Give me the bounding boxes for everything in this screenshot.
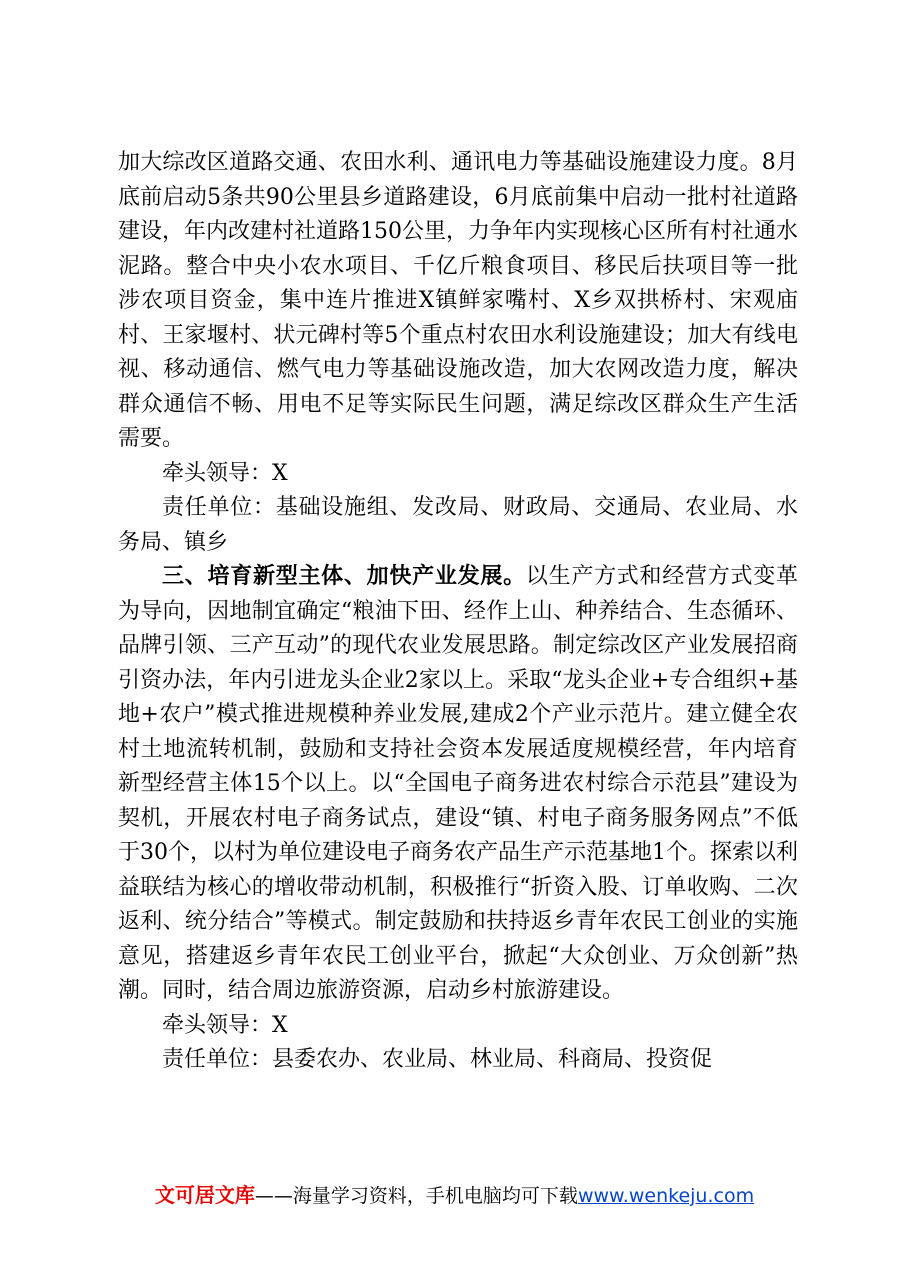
footer-brand: 文可居文库 <box>154 1183 255 1207</box>
section-heading: 三、培育新型主体、加快产业发展。 <box>162 564 526 589</box>
lead-leader-2: 牵头领导：X <box>162 1012 288 1038</box>
responsible-units-1: 责任单位：基础设施组、发改局、财政局、交通局、农业局、水务局、镇乡 <box>118 495 798 555</box>
footer-slogan: 海量学习资料，手机电脑均可下载 <box>292 1185 578 1207</box>
footer-banner <box>0 1180 909 1211</box>
paragraph-industry-body: 以生产方式和经营方式变革为导向，因地制宜确定“粮油下田、经作上山、种养结合、生态循环、品牌引领、三产互动”的现代农业发展思路。制定综改区产业发展招商引资办法，年内引进龙头企业2家以上。采取“龙头企业+专合组织+基地+农户”模式推进规模种养业发展,建成2个产业示范片。建立健全农村土地流转机制，鼓励和支持社会资本发展适度规模经营，年内培育新型经营主体15个以上。以“全国电子商务进农村综合示范县”建设为契机，开展农村电子商务试点，建设“镇、村电子商务服务网点”不低于30个，以村为单位建设电子商务农产品生产示范基地1个。探索以利益联结为核心的增收带动机制，积极推行“折资入股、订单收购、二次返利、统分结合”等模式。制定鼓励和扶持返乡青年农民工创业的实施意见，搭建返乡青年农民工创业平台，掀起“大众创业、万众创新”热潮。同时，结合周边旅游资源，启动乡村旅游建设。 <box>118 564 798 1003</box>
footer-dash: —— <box>254 1185 293 1207</box>
document-body <box>118 146 798 1078</box>
footer-url-link[interactable]: www.wenkeju.com <box>577 1185 755 1207</box>
paragraph-industry <box>118 560 798 1009</box>
paragraph-infrastructure: 加大综改区道路交通、农田水利、通讯电力等基础设施建设力度。8月底前启动5条共90公里县乡道路建设，6月底前集中启动一批村社道路建设，年内改建村社道路150公里，力争年内实现核心区所有村社通水泥路。整合中央小农水项目、千亿斤粮食项目、移民后扶项目等一批涉农项目资金，集中连片推进X镇鲜家嘴村、X乡双拱桥村、宋观庙村、王家堰村、状元碑村等5个重点村农田水利设施建设；加大有线电视、移动通信、燃气电力等基础设施改造，加大农网改造力度，解决群众通信不畅、用电不足等实际民生问题，满足综改区群众生产生活需要。 <box>118 150 798 451</box>
responsible-units-2: 责任单位：县委农办、农业局、林业局、科商局、投资促 <box>162 1047 713 1072</box>
lead-leader-1: 牵头领导：X <box>162 460 288 486</box>
